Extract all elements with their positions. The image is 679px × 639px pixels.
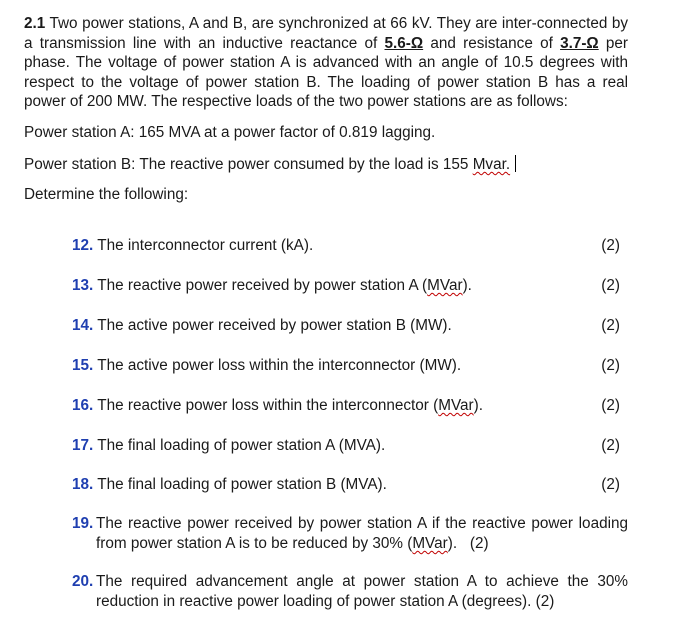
question-number: 18.	[72, 476, 94, 493]
question-unit: MVar	[427, 277, 463, 294]
question-body	[96, 572, 628, 612]
question-text: The final loading of power station B (MVA).	[97, 476, 387, 493]
reactance-value: 5.6-Ω	[384, 34, 424, 52]
text-cursor	[515, 155, 516, 172]
problem-number: 2.1	[24, 15, 46, 32]
question-marks: (2)	[469, 535, 489, 552]
question-number: 15.	[72, 357, 94, 374]
question-marks: (2)	[601, 397, 620, 414]
question-number: 13.	[72, 277, 94, 294]
question-19	[72, 514, 628, 554]
question-marks: (2)	[601, 357, 620, 374]
question-number: 20.	[72, 573, 94, 590]
question-number: 14.	[72, 317, 94, 334]
question-text: The required advancement angle at power station A to achieve the 30% reduction in reactive power loading of power station A (degrees).	[96, 573, 628, 610]
resistance-value: 3.7-Ω	[560, 34, 599, 52]
question-number: 12.	[72, 237, 94, 254]
determine-heading: Determine the following:	[24, 186, 189, 203]
problem-statement	[24, 14, 628, 112]
question-text-end: ).	[473, 397, 483, 414]
question-13	[72, 277, 620, 295]
question-marks: (2)	[601, 317, 620, 334]
question-number: 19.	[72, 515, 94, 532]
question-15	[72, 357, 620, 375]
station-b-load	[24, 155, 516, 174]
question-marks: (2)	[601, 437, 620, 454]
problem-text-3: per phase. The voltage of power station A is advanced with an angle of 10.5 degrees with respect to the voltage of power station B. The loading of power station B has a real power of 200 MW. The respective loads of the two power stations are as follows:	[24, 34, 629, 111]
question-text-end: ).	[447, 535, 458, 552]
question-14	[72, 317, 620, 335]
question-body	[96, 514, 628, 554]
question-number: 17.	[72, 437, 94, 454]
question-text: The active power received by power station B (MW).	[97, 317, 452, 334]
question-marks: (2)	[601, 237, 620, 254]
question-text: The reactive power loss within the interconnector (	[97, 397, 439, 414]
question-text: The final loading of power station A (MVA).	[97, 437, 386, 454]
question-text: The interconnector current (kA).	[97, 237, 314, 254]
question-16	[72, 397, 620, 415]
question-18	[72, 476, 620, 494]
station-b-load-unit: Mvar.	[472, 156, 511, 173]
question-marks: (2)	[601, 476, 620, 493]
question-marks: (2)	[601, 277, 620, 294]
question-text: The reactive power received by power station A if the reactive power loading from power station A is to be reduced by 30% (	[96, 515, 628, 552]
station-b-load-text: Power station B: The reactive power consumed by the load is 155	[24, 156, 469, 173]
station-a-load: Power station A: 165 MVA at a power factor of 0.819 lagging.	[24, 124, 436, 141]
question-text: The active power loss within the interconnector (MW).	[97, 357, 462, 374]
question-17	[72, 437, 620, 455]
question-number: 16.	[72, 397, 94, 414]
question-text-end: ).	[462, 277, 472, 294]
question-unit: MVar	[438, 397, 474, 414]
problem-text-2: and resistance of	[430, 34, 553, 52]
question-unit: MVar	[412, 535, 448, 552]
question-12	[72, 237, 620, 255]
question-marks: (2)	[535, 593, 555, 610]
question-20	[72, 572, 628, 612]
problem-text-1: Two power stations, A and B, are synchronized at 66 kV. They are inter-connected by a transmission line with an inductive reactance of	[24, 15, 628, 52]
question-text: The reactive power received by power station A (	[97, 277, 428, 294]
